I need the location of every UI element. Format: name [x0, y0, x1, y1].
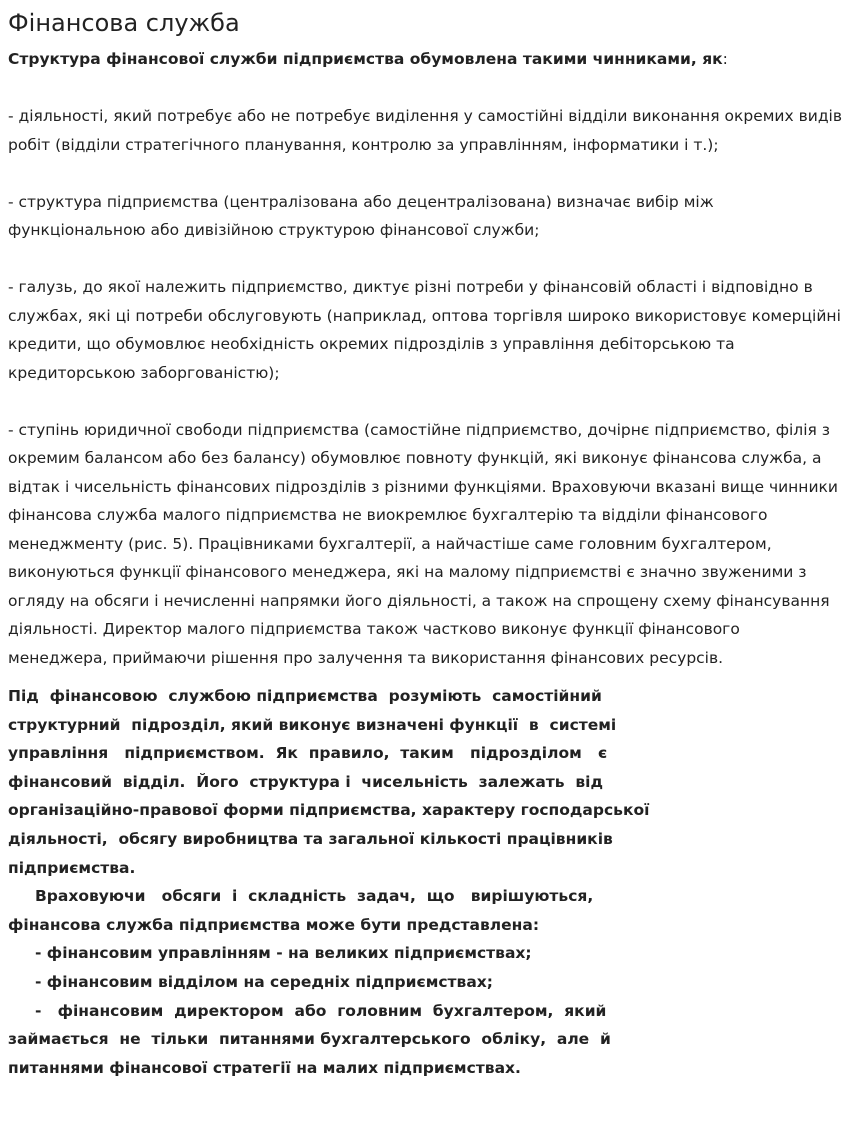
- page-title: Фінансова служба: [8, 9, 240, 37]
- definition-line: питаннями фінансової стратегії на малих підприємствах.: [8, 1058, 521, 1077]
- factor-paragraph-3: - галузь, до якої належить підприємство, диктує різні потреби у фінансовій області і відповідно в службах, які ці потреби обслуговують (наприклад, оптова торгівля широко використовує комерційні кредити, що обумовлює необхідність окремих підрозділів з управління дебіторською та кредиторською заборгованістю);: [8, 278, 841, 382]
- intro-bold-text: Структура фінансової служби підприємства обумовлена такими чинниками, як: [8, 50, 723, 68]
- intro-tail: :: [722, 50, 728, 68]
- definition-line: займається не тільки питаннями бухгалтерського обліку, але й: [8, 1030, 611, 1049]
- factor-paragraph-4: - ступінь юридичної свободи підприємства (самостійне підприємство, дочірнє підприємство, філія з окремим балансом або без балансу) обумовлює повноту функцій, які виконує фінансова служба, а відтак і чисельність фінансових підрозділів з різними функціями. Враховуючи вказані вище чинники фінансова служба малого підприємства не виокремлює бухгалтерію та відділи фінансового менеджменту (рис. 5). Працівниками бухгалтерії, а найчастіше саме головним бухгалтером, виконуються функції фінансового менеджера, які на малому підприємстві є значно звуженими з огляду на обсяги і нечисленні напрямки його діяльності, а також на спрощену схему фінансування діяльності. Директор малого підприємства також частково виконує функції фінансового менеджера, приймаючи рішення про залучення та використання фінансових ресурсів.: [8, 420, 838, 667]
- list-item-small: - фінансовим директором або головним бухгалтером, який: [8, 1001, 607, 1020]
- list-item-medium: - фінансовим відділом на середніх підприємствах;: [8, 972, 493, 991]
- definition-line: структурний підрозділ, який виконує визначені функції в системі: [8, 715, 617, 734]
- definition-line: фінансовий відділ. Його структура і чисельність залежать від: [8, 772, 604, 791]
- definition-line: Враховуючи обсяги і складність задач, що вирішуються,: [8, 887, 594, 906]
- definition-line: Під фінансовою службою підприємства розуміють самостійний: [8, 687, 602, 705]
- definition-line: фінансова служба підприємства може бути представлена:: [8, 915, 540, 934]
- definition-line: підприємства.: [8, 858, 136, 877]
- factor-paragraph-1: - діяльності, який потребує або не потребує виділення у самостійні відділи виконання окремих видів робіт (відділи стратегічного планування, контролю за управлінням, інформатики і т.);: [8, 107, 842, 154]
- definition-line: організаційно-правової форми підприємства, характеру господарської: [8, 801, 650, 820]
- definition-line: діяльності, обсягу виробництва та загальної кількості працівників: [8, 829, 613, 848]
- list-item-large: - фінансовим управлінням - на великих підприємствах;: [8, 944, 532, 963]
- factor-paragraph-2: - структура підприємства (централізована або децентралізована) визначає вибір між функціональною або дивізійною структурою фінансової служби;: [8, 192, 714, 239]
- definition-block: [8, 682, 843, 1082]
- definition-line: управління підприємством. Як правило, таким підрозділом є: [8, 744, 608, 763]
- intro-sentence: [8, 45, 843, 74]
